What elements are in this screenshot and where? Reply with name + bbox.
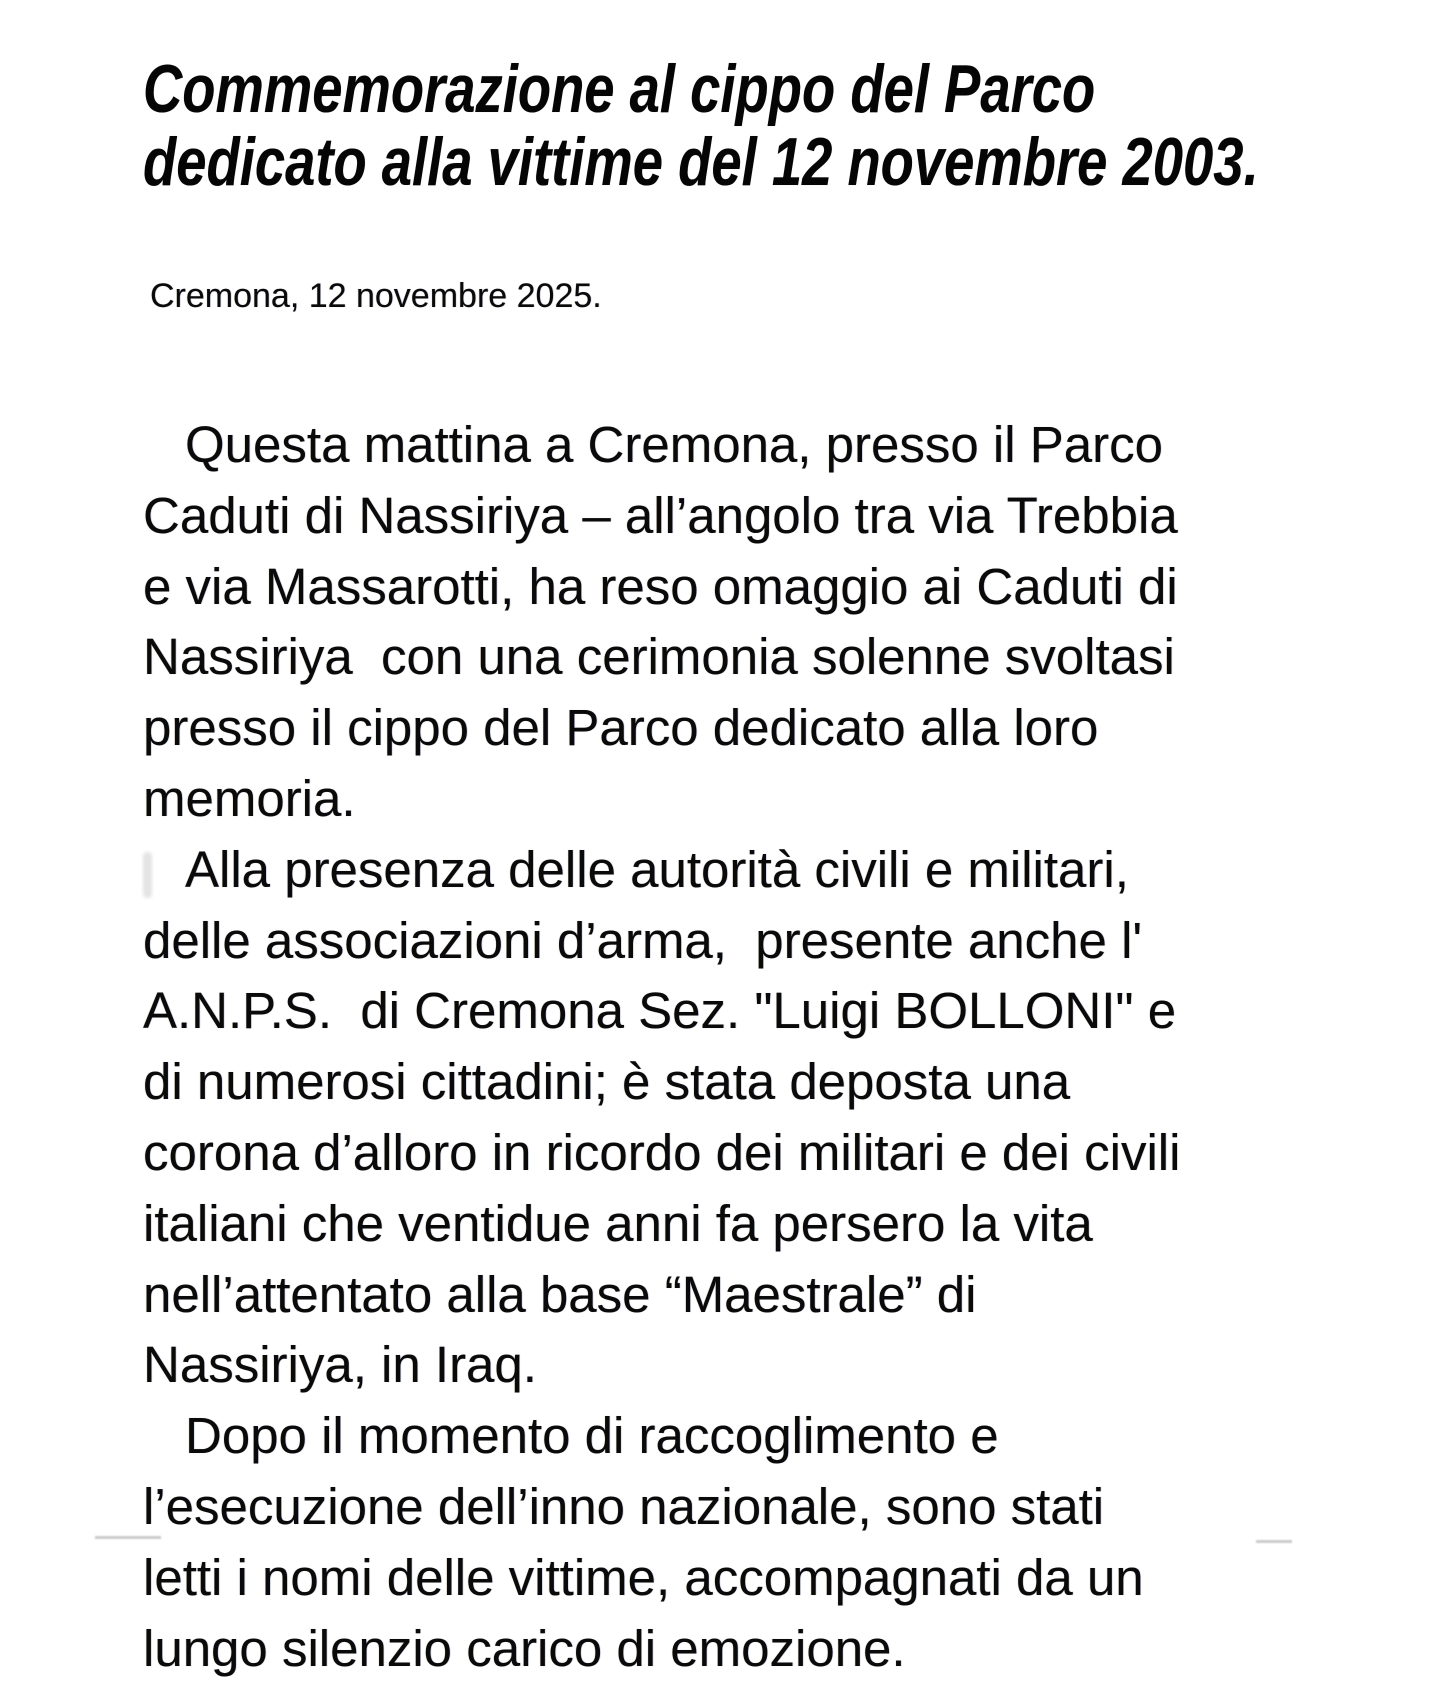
paragraph [143, 410, 1323, 835]
text-line: Caduti di Nassiriya – all’angolo tra via Trebbia [143, 486, 1178, 544]
text-line: l’esecuzione dell’inno nazionale, sono stati [143, 1477, 1105, 1535]
dateline: Cremona, 12 novembre 2025. [150, 277, 602, 315]
page-title-line: dedicato alla vittime del 12 novembre 2003. [143, 124, 1259, 200]
text-line: Nassiriya con una cerimonia solenne svoltasi [143, 628, 1175, 686]
paragraph [143, 835, 1323, 1401]
text-line: corona d’alloro in ricordo dei militari e dei civili [143, 1123, 1181, 1181]
text-line: di numerosi cittadini; è stata deposta una [143, 1053, 1071, 1111]
text-line: nell’attentato alla base “Maestrale” di [143, 1265, 977, 1323]
text-line: e via Massarotti, ha reso omaggio ai Caduti di [143, 557, 1178, 615]
text-line: Alla presenza delle autorità civili e militari, [185, 840, 1129, 898]
text-line: Dopo il momento di raccoglimento e [185, 1407, 999, 1465]
text-line: lungo silenzio carico di emozione. [143, 1619, 906, 1677]
text-line: A.N.P.S. di Cremona Sez. "Luigi BOLLONI" e [143, 982, 1177, 1040]
text-line: Questa mattina a Cremona, presso il Parco [185, 416, 1163, 473]
page-title-line: Commemorazione al cippo del Parco [143, 51, 1096, 127]
article-body [143, 410, 1323, 1683]
page-title [143, 53, 1259, 199]
text-line: letti i nomi delle vittime, accompagnati da un [143, 1548, 1144, 1606]
text-line: delle associazioni d’arma, presente anche l' [143, 911, 1143, 969]
paragraph [143, 1401, 1323, 1683]
text-line: presso il cippo del Parco dedicato alla loro [143, 699, 1099, 757]
text-line: memoria. [143, 769, 356, 827]
text-line: italiani che ventidue anni fa persero la vita [143, 1194, 1093, 1252]
text-line: Nassiriya, in Iraq. [143, 1336, 537, 1394]
